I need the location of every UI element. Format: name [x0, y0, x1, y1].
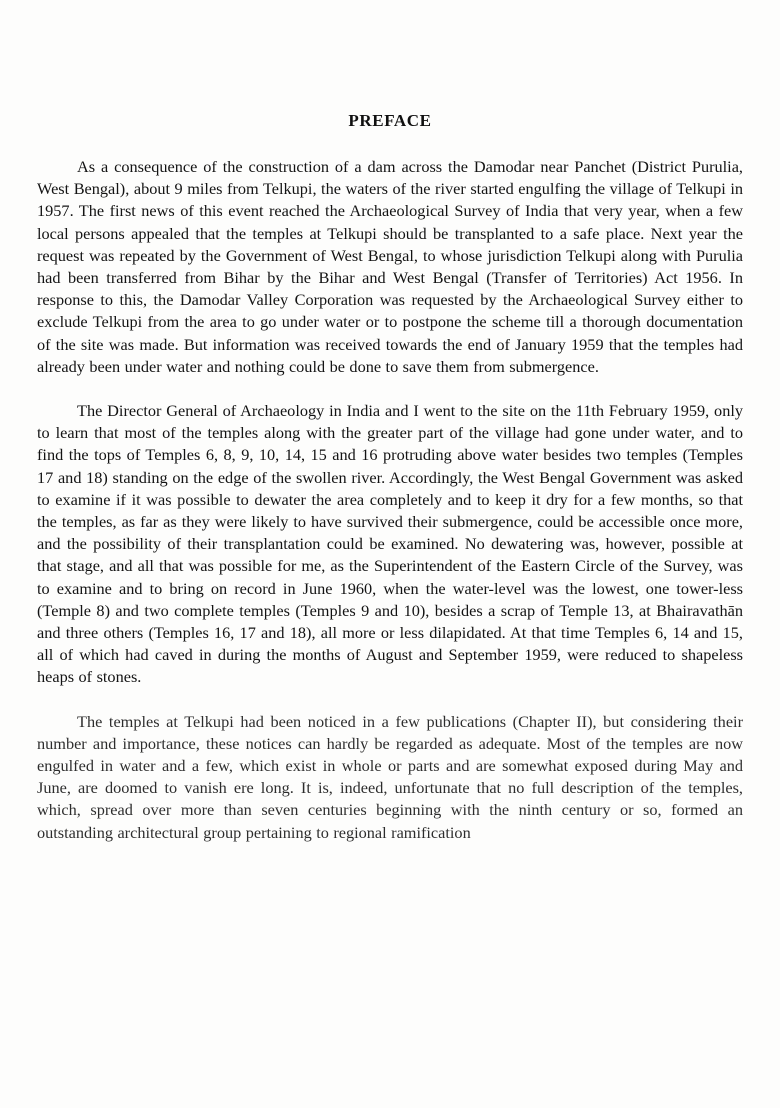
- text-column: [37, 0, 743, 844]
- paragraph-3: The temples at Telkupi had been noticed in a few publications (Chapter II), but considering their number and importance, these notices can hardly be regarded as adequate. Most of the temples are now engulfed in water and a few, which exist in whole or parts and are somewhat exposed during May and June, are doomed to vanish ere long. It is, indeed, unfortunate that no full description of the temples, which, spread over more than seven centuries beginning with the ninth century or so, formed an outstanding architectural group pertaining to regional ramification: [37, 711, 743, 842]
- page-title: PREFACE: [348, 111, 432, 130]
- paragraph-2: The Director General of Archaeology in India and I went to the site on the 11th February 1959, only to learn that most of the temples along with the greater part of the village had gone under water, and to find the tops of Temples 6, 8, 9, 10, 14, 15 and 16 protruding above water besides two temples (Temples 17 and 18) standing on the edge of the swollen river. Accordingly, the West Bengal Government was asked to examine if it was possible to dewater the area completely and to keep it dry for a few months, so that the temples, as far as they were likely to have survived their submergence, could be accessible once more, and the possibility of their transplantation could be examined. No dewatering was, however, possible at that stage, and all that was possible for me, as the Superintendent of the Eastern Circle of the Survey, was to examine and to bring on record in June 1960, when the water-level was the lowest, one tower-less (Temple 8) and two complete temples (Temples 9 and 10), besides a scrap of Temple 13, at Bhairavathān and three others (Temples 16, 17 and 18), all more or less dilapidated. At that time Temples 6, 14 and 15, all of which had caved in during the months of August and September 1959, were reduced to shapeless heaps of stones.: [37, 401, 743, 687]
- paragraph-1: As a consequence of the construction of a dam across the Damodar near Panchet (District Purulia, West Bengal), about 9 miles from Telkupi, the waters of the river started engulfing the village of Telkupi in 1957. The first news of this event reached the Archaeological Survey of India that very year, when a few local persons appealed that the temples at Telkupi should be transplanted to a safe place. Next year the request was repeated by the Government of West Bengal, to whose jurisdiction Telkupi along with Purulia had been transferred from Bihar by the Bihar and West Bengal (Transfer of Territories) Act 1956. In response to this, the Damodar Valley Corporation was requested by the Archaeological Survey either to exclude Telkupi from the area to go under water or to postpone the scheme till a thorough documentation of the site was made. But information was received towards the end of January 1959 that the temples had already been under water and nothing could be done to save them from submergence.: [37, 157, 743, 376]
